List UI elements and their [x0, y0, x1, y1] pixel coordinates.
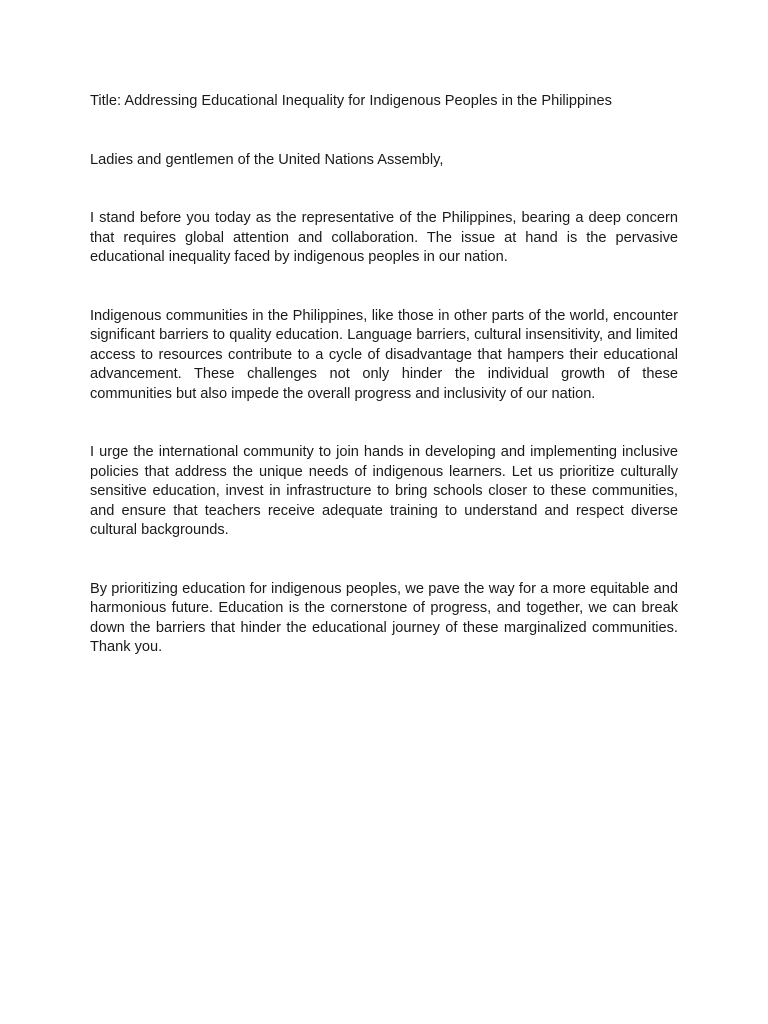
paragraph-4: By prioritizing education for indigenous peoples, we pave the way for a more equitable and harmonious future. Education is the cornerstone of progress, and together, we can break down the barriers that hinder the educational journey of these marginalized communities. Thank you. — [90, 580, 678, 655]
document-title: Title: Addressing Educational Inequality for Indigenous Peoples in the Philippines — [90, 93, 612, 109]
paragraph-3: I urge the international community to join hands in developing and implementing inclusive policies that address the unique needs of indigenous learners. Let us prioritize culturally sensitive education, invest in infrastructure to bring schools closer to these communities, and ensure that teachers receive adequate training to understand and respect diverse cultural backgrounds. — [90, 444, 678, 538]
paragraph-1: I stand before you today as the representative of the Philippines, bearing a deep concern that requires global attention and collaboration. The issue at hand is the pervasive educational inequality faced by indigenous peoples in our nation. — [90, 210, 678, 265]
salutation: Ladies and gentlemen of the United Nations Assembly, — [90, 151, 444, 168]
paragraph-2: Indigenous communities in the Philippines, like those in other parts of the world, encounter significant barriers to quality education. Language barriers, cultural insensitivity, and limited access to resources contribute to a cycle of disadvantage that hampers their educational advancement. These challenges not only hinder the individual growth of these communities but also impede the overall progress and inclusivity of our nation. — [90, 307, 678, 402]
document-page — [90, 92, 678, 658]
